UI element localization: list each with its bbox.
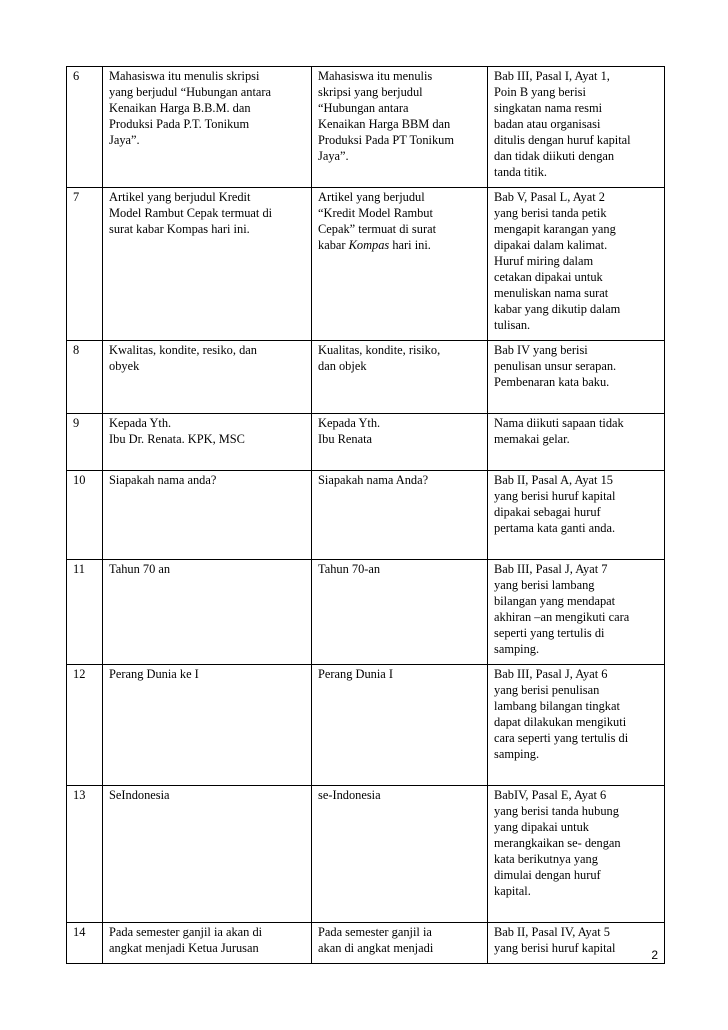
explanation-cell: [488, 471, 665, 560]
text-segment: se-Indonesia: [318, 788, 381, 802]
corrected-text-cell: [312, 414, 488, 471]
incorrect-text-cell: [103, 414, 312, 471]
explanation-line: yang berisi lambang: [494, 578, 595, 592]
explanation-line: Bab III, Pasal J, Ayat 6: [494, 667, 608, 681]
explanation-line: cetakan dipakai untuk: [494, 270, 603, 284]
table-row: [67, 341, 665, 414]
corrected-text-line: [318, 358, 481, 374]
corrected-text-line: [318, 924, 481, 940]
row-number: 10: [67, 471, 103, 560]
incorrect-text-line: SeIndonesia: [109, 788, 170, 802]
explanation-line: tulisan.: [494, 318, 531, 332]
table-row: [67, 188, 665, 341]
explanation-line: badan atau organisasi: [494, 117, 601, 131]
corrected-text-line: [318, 84, 481, 100]
text-segment: Ibu Renata: [318, 432, 373, 446]
explanation-line: Bab IV yang berisi: [494, 343, 588, 357]
incorrect-text-line: Siapakah nama anda?: [109, 473, 217, 487]
explanation-line: kapital.: [494, 884, 531, 898]
explanation-line: BabIV, Pasal E, Ayat 6: [494, 788, 607, 802]
incorrect-text-cell: [103, 471, 312, 560]
corrected-text-cell: [312, 67, 488, 188]
corrected-text-line: [318, 666, 481, 682]
corrected-text-cell: [312, 188, 488, 341]
corrected-text-line: [318, 342, 481, 358]
incorrect-text-line: surat kabar Kompas hari ini.: [109, 222, 250, 236]
row-number: 6: [67, 67, 103, 188]
explanation-line: Bab III, Pasal I, Ayat 1,: [494, 69, 610, 83]
row-number: 11: [67, 560, 103, 665]
table-row: [67, 665, 665, 786]
explanation-line: Bab II, Pasal A, Ayat 15: [494, 473, 613, 487]
text-segment: hari ini.: [389, 238, 431, 252]
corrected-text-cell: [312, 560, 488, 665]
explanation-line: samping.: [494, 747, 540, 761]
explanation-line: yang berisi tanda petik: [494, 206, 607, 220]
incorrect-text-line: yang berjudul “Hubungan antara: [109, 85, 272, 99]
table-row: [67, 414, 665, 471]
italic-newspaper-name: Kompas: [348, 238, 390, 252]
explanation-line: kata berikutnya yang: [494, 852, 598, 866]
text-segment: dan objek: [318, 359, 367, 373]
incorrect-text-cell: [103, 923, 312, 964]
incorrect-text-line: Perang Dunia ke I: [109, 667, 199, 681]
corrected-text-line: [318, 205, 481, 221]
text-segment: Kualitas, kondite, risiko,: [318, 343, 441, 357]
corrected-text-line: [318, 189, 481, 205]
page-number: 2: [651, 948, 658, 962]
table-row: [67, 923, 665, 964]
table-row: [67, 786, 665, 923]
text-segment: Kepada Yth.: [318, 416, 381, 430]
explanation-line: lambang bilangan tingkat: [494, 699, 620, 713]
explanation-line: penulisan unsur serapan.: [494, 359, 617, 373]
incorrect-text-line: Kenaikan Harga B.B.M. dan: [109, 101, 251, 115]
text-segment: Tahun 70-an: [318, 562, 381, 576]
explanation-line: kabar yang dikutip dalam: [494, 302, 621, 316]
explanation-line: dapat dilakukan mengikuti: [494, 715, 627, 729]
explanation-line: akhiran –an mengikuti cara: [494, 610, 630, 624]
explanation-cell: [488, 188, 665, 341]
explanation-line: bilangan yang mendapat: [494, 594, 616, 608]
text-segment: Cepak” termuat di surat: [318, 222, 437, 236]
explanation-line: Bab II, Pasal IV, Ayat 5: [494, 925, 610, 939]
corrected-text-cell: [312, 786, 488, 923]
row-number: 8: [67, 341, 103, 414]
corrected-text-line: [318, 237, 481, 253]
text-segment: skripsi yang berjudul: [318, 85, 423, 99]
incorrect-text-line: Tahun 70 an: [109, 562, 171, 576]
explanation-line: yang dipakai untuk: [494, 820, 589, 834]
corrected-text-line: [318, 132, 481, 148]
text-segment: Jaya”.: [318, 149, 349, 163]
row-number: 7: [67, 188, 103, 341]
incorrect-text-line: Ibu Dr. Renata. KPK, MSC: [109, 432, 245, 446]
text-segment: Kenaikan Harga BBM dan: [318, 117, 451, 131]
explanation-line: seperti yang tertulis di: [494, 626, 605, 640]
corrected-text-line: [318, 787, 481, 803]
corrected-text-cell: [312, 471, 488, 560]
row-number: 13: [67, 786, 103, 923]
row-number: 12: [67, 665, 103, 786]
corrected-text-line: [318, 472, 481, 488]
explanation-line: ditulis dengan huruf kapital: [494, 133, 631, 147]
incorrect-text-line: angkat menjadi Ketua Jurusan: [109, 941, 259, 955]
text-segment: “Hubungan antara: [318, 101, 409, 115]
explanation-line: samping.: [494, 642, 540, 656]
corrected-text-line: [318, 116, 481, 132]
explanation-line: menuliskan nama surat: [494, 286, 609, 300]
explanation-line: singkatan nama resmi: [494, 101, 603, 115]
incorrect-text-line: Artikel yang berjudul Kredit: [109, 190, 251, 204]
text-segment: akan di angkat menjadi: [318, 941, 434, 955]
explanation-line: dimulai dengan huruf: [494, 868, 601, 882]
explanation-line: dipakai sebagai huruf: [494, 505, 601, 519]
incorrect-text-cell: [103, 188, 312, 341]
explanation-line: cara seperti yang tertulis di: [494, 731, 629, 745]
incorrect-text-cell: [103, 665, 312, 786]
corrected-text-cell: [312, 665, 488, 786]
explanation-cell: [488, 67, 665, 188]
explanation-cell: [488, 923, 665, 964]
explanation-cell: [488, 786, 665, 923]
corrected-text-line: [318, 940, 481, 956]
text-segment: Artikel yang berjudul: [318, 190, 425, 204]
table-body: [67, 67, 665, 964]
text-segment: Pada semester ganjil ia: [318, 925, 432, 939]
explanation-cell: [488, 665, 665, 786]
corrected-text-cell: [312, 341, 488, 414]
correction-table: [66, 66, 665, 964]
corrected-text-line: [318, 148, 481, 164]
explanation-line: yang berisi huruf kapital: [494, 941, 616, 955]
explanation-line: yang berisi penulisan: [494, 683, 600, 697]
text-segment: Produksi Pada PT Tonikum: [318, 133, 455, 147]
incorrect-text-line: Model Rambut Cepak termuat di: [109, 206, 273, 220]
explanation-line: Nama diikuti sapaan tidak: [494, 416, 624, 430]
explanation-line: Bab III, Pasal J, Ayat 7: [494, 562, 608, 576]
explanation-line: Bab V, Pasal L, Ayat 2: [494, 190, 605, 204]
table-row: [67, 67, 665, 188]
row-number: 14: [67, 923, 103, 964]
incorrect-text-cell: [103, 786, 312, 923]
corrected-text-line: [318, 561, 481, 577]
corrected-text-line: [318, 100, 481, 116]
incorrect-text-cell: [103, 560, 312, 665]
explanation-line: Pembenaran kata baku.: [494, 375, 610, 389]
corrected-text-line: [318, 221, 481, 237]
corrected-text-line: [318, 415, 481, 431]
explanation-line: tanda titik.: [494, 165, 547, 179]
explanation-cell: [488, 414, 665, 471]
corrected-text-cell: [312, 923, 488, 964]
explanation-line: dan tidak diikuti dengan: [494, 149, 615, 163]
incorrect-text-line: Mahasiswa itu menulis skripsi: [109, 69, 260, 83]
incorrect-text-line: Produksi Pada P.T. Tonikum: [109, 117, 250, 131]
explanation-line: dipakai dalam kalimat.: [494, 238, 608, 252]
text-segment: Mahasiswa itu menulis: [318, 69, 433, 83]
incorrect-text-line: Kepada Yth.: [109, 416, 172, 430]
explanation-line: yang berisi tanda hubung: [494, 804, 619, 818]
explanation-line: yang berisi huruf kapital: [494, 489, 616, 503]
explanation-line: Poin B yang berisi: [494, 85, 586, 99]
incorrect-text-line: Jaya”.: [109, 133, 140, 147]
explanation-line: memakai gelar.: [494, 432, 570, 446]
explanation-cell: [488, 560, 665, 665]
explanation-line: merangkaikan se- dengan: [494, 836, 621, 850]
incorrect-text-cell: [103, 341, 312, 414]
explanation-line: Huruf miring dalam: [494, 254, 594, 268]
explanation-line: mengapit karangan yang: [494, 222, 616, 236]
corrected-text-line: [318, 431, 481, 447]
text-segment: kabar: [318, 238, 349, 252]
incorrect-text-line: obyek: [109, 359, 140, 373]
text-segment: Siapakah nama Anda?: [318, 473, 429, 487]
incorrect-text-line: Pada semester ganjil ia akan di: [109, 925, 263, 939]
incorrect-text-cell: [103, 67, 312, 188]
corrected-text-line: [318, 68, 481, 84]
table-row: [67, 471, 665, 560]
row-number: 9: [67, 414, 103, 471]
explanation-line: pertama kata ganti anda.: [494, 521, 616, 535]
text-segment: Perang Dunia I: [318, 667, 394, 681]
explanation-cell: [488, 341, 665, 414]
incorrect-text-line: Kwalitas, kondite, resiko, dan: [109, 343, 257, 357]
table-row: [67, 560, 665, 665]
text-segment: “Kredit Model Rambut: [318, 206, 433, 220]
